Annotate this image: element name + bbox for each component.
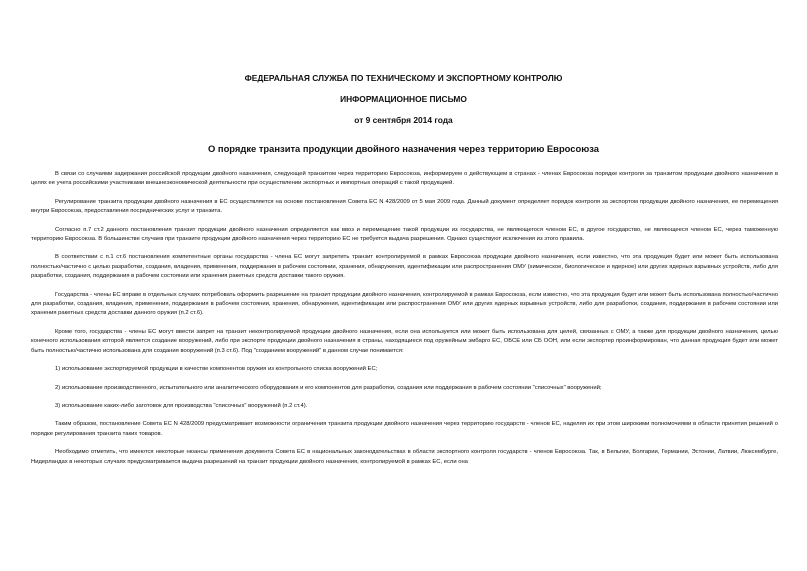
paragraph-6: Кроме того, государства - члены ЕС могут ввести запрет на транзит неконтролируемой продукции двойного назначения, если она используется или может быть использована для целей, связанных с ОМУ, а также для продукции двойного назначения, целью конечного использования которой является создание вооружений, либо при экспорте продукции двойного назначения в страны, находящиеся под оружейным эмбарго ЕС, ОБСЕ или СБ ООН, или если экспортер проинформирован, что данная продукция будет или может быть полностью/частично использована для создания вооружений (п.3 ст.6). Под "созданием вооружений" в данном случае понимается:	[31, 328, 778, 354]
paragraph-5: Государства - члены ЕС вправе в отдельных случаях потребовать оформить разрешение на транзит продукции двойного назначения, контролируемой в рамках Евросоюза, если известно, что эта продукция будет или может быть использована полностью/частично для разработки, создания, владения, применения, поддержания в рабочем состоянии, хранения, обнаружения, идентификации или распространения ОМУ или других ядерных взрывных устройств, либо для разработки, создания, поддержания в рабочем состоянии или хранения ракетных средств доставки данного оружия (п.2 ст.6).	[31, 291, 778, 317]
paragraph-2: Регулирование транзита продукции двойного назначения в ЕС осуществляется на основе постановления Совета ЕС N 428/2009 от 5 мая 2009 года. Данный документ определяет порядок контроля за экспортом продукции двойного назначения, ее перемещения внутри Евросоюза, предоставления посреднических услуг и транзита.	[31, 198, 778, 215]
paragraph-4: В соответствии с п.1 ст.6 постановления компетентные органы государства - члена ЕС могут запретить транзит контролируемой в рамках Евросоюза продукции двойного назначения, если известно, что эта продукция будет или может быть использована полностью/частично с целью разработки, создания, владения, применения, поддержания в рабочем состоянии, хранения, обнаружения, идентификации или распространения ОМУ (химическое, биологическое и ядерное) или других ядерных взрывных устройств, либо для разработки, создания, поддержания в рабочем состоянии или хранения ракетных средств доставки такого оружия.	[31, 254, 778, 280]
list-item-1: 1) использование экспортируемой продукции в качестве компонентов оружия из контрольного списка вооружений ЕС;	[55, 366, 378, 373]
list-item-3: 3) использование каких-либо заготовок для производства "списочных" вооружений (п.2 ст.4).	[55, 402, 308, 409]
paragraph-8: Необходимо отметить, что имеются некоторые нюансы применения документа Совета ЕС в национальных законодательствах в области экспортного контроля государств - членов Евросоюза. Так, в Бельгии, Болгарии, Германии, Эстонии, Латвии, Люксембурге, Нидерландах в некоторых случаях предусматривается выдача разрешений на транзит продукции двойного назначения, контролируемой в рамках ЕС, если она	[31, 449, 778, 465]
paragraph-1: В связи со случаями задержания российской продукции двойного назначения, следующей транзитом через территорию Евросоюза, информируем о действующем в странах - членах Евросоюза порядке контроля за транзитом продукции двойного назначения в целях ее учета российскими участниками внешнеэкономической деятельности при осуществлении экспортных и импортных операций с такой продукцией.	[31, 171, 778, 187]
organization-heading: ФЕДЕРАЛЬНАЯ СЛУЖБА ПО ТЕХНИЧЕСКОМУ И ЭКСПОРТНОМУ КОНТРОЛЮ	[244, 73, 563, 83]
document-type-heading: ИНФОРМАЦИОННОЕ ПИСЬМО	[340, 94, 467, 104]
paragraph-3: Согласно п.7 ст.2 данного постановления транзит продукции двойного назначения определяется как ввоз и перемещение такой продукции из государства, не являющегося членом ЕС, в другое государство, не являющееся членом ЕС, через таможенную территорию Евросоюза. В большинстве случаев при транзите продукции двойного назначения через территорию ЕС не требуется выдача разрешения. Однако существуют исключения из этого правила.	[31, 226, 778, 243]
document-date: от 9 сентября 2014 года	[354, 115, 453, 125]
document-title: О порядке транзита продукции двойного назначения через территорию Евросоюза	[208, 143, 599, 154]
paragraph-7: Таким образом, постановление Совета ЕС N 428/2009 предусматривает возможности ограничения транзита продукции двойного назначения через территорию государств - членов ЕС, наделяя их при этом широкими полномочиями в области принятия решений о порядке регулирования транзита таких товаров.	[31, 421, 778, 437]
list-item-2: 2) использование производственного, испытательного или аналитического оборудования и его компонентов для разработки, создания или поддержания в рабочем состоянии "списочных" вооружений;	[55, 384, 602, 391]
document-body	[31, 170, 778, 476]
